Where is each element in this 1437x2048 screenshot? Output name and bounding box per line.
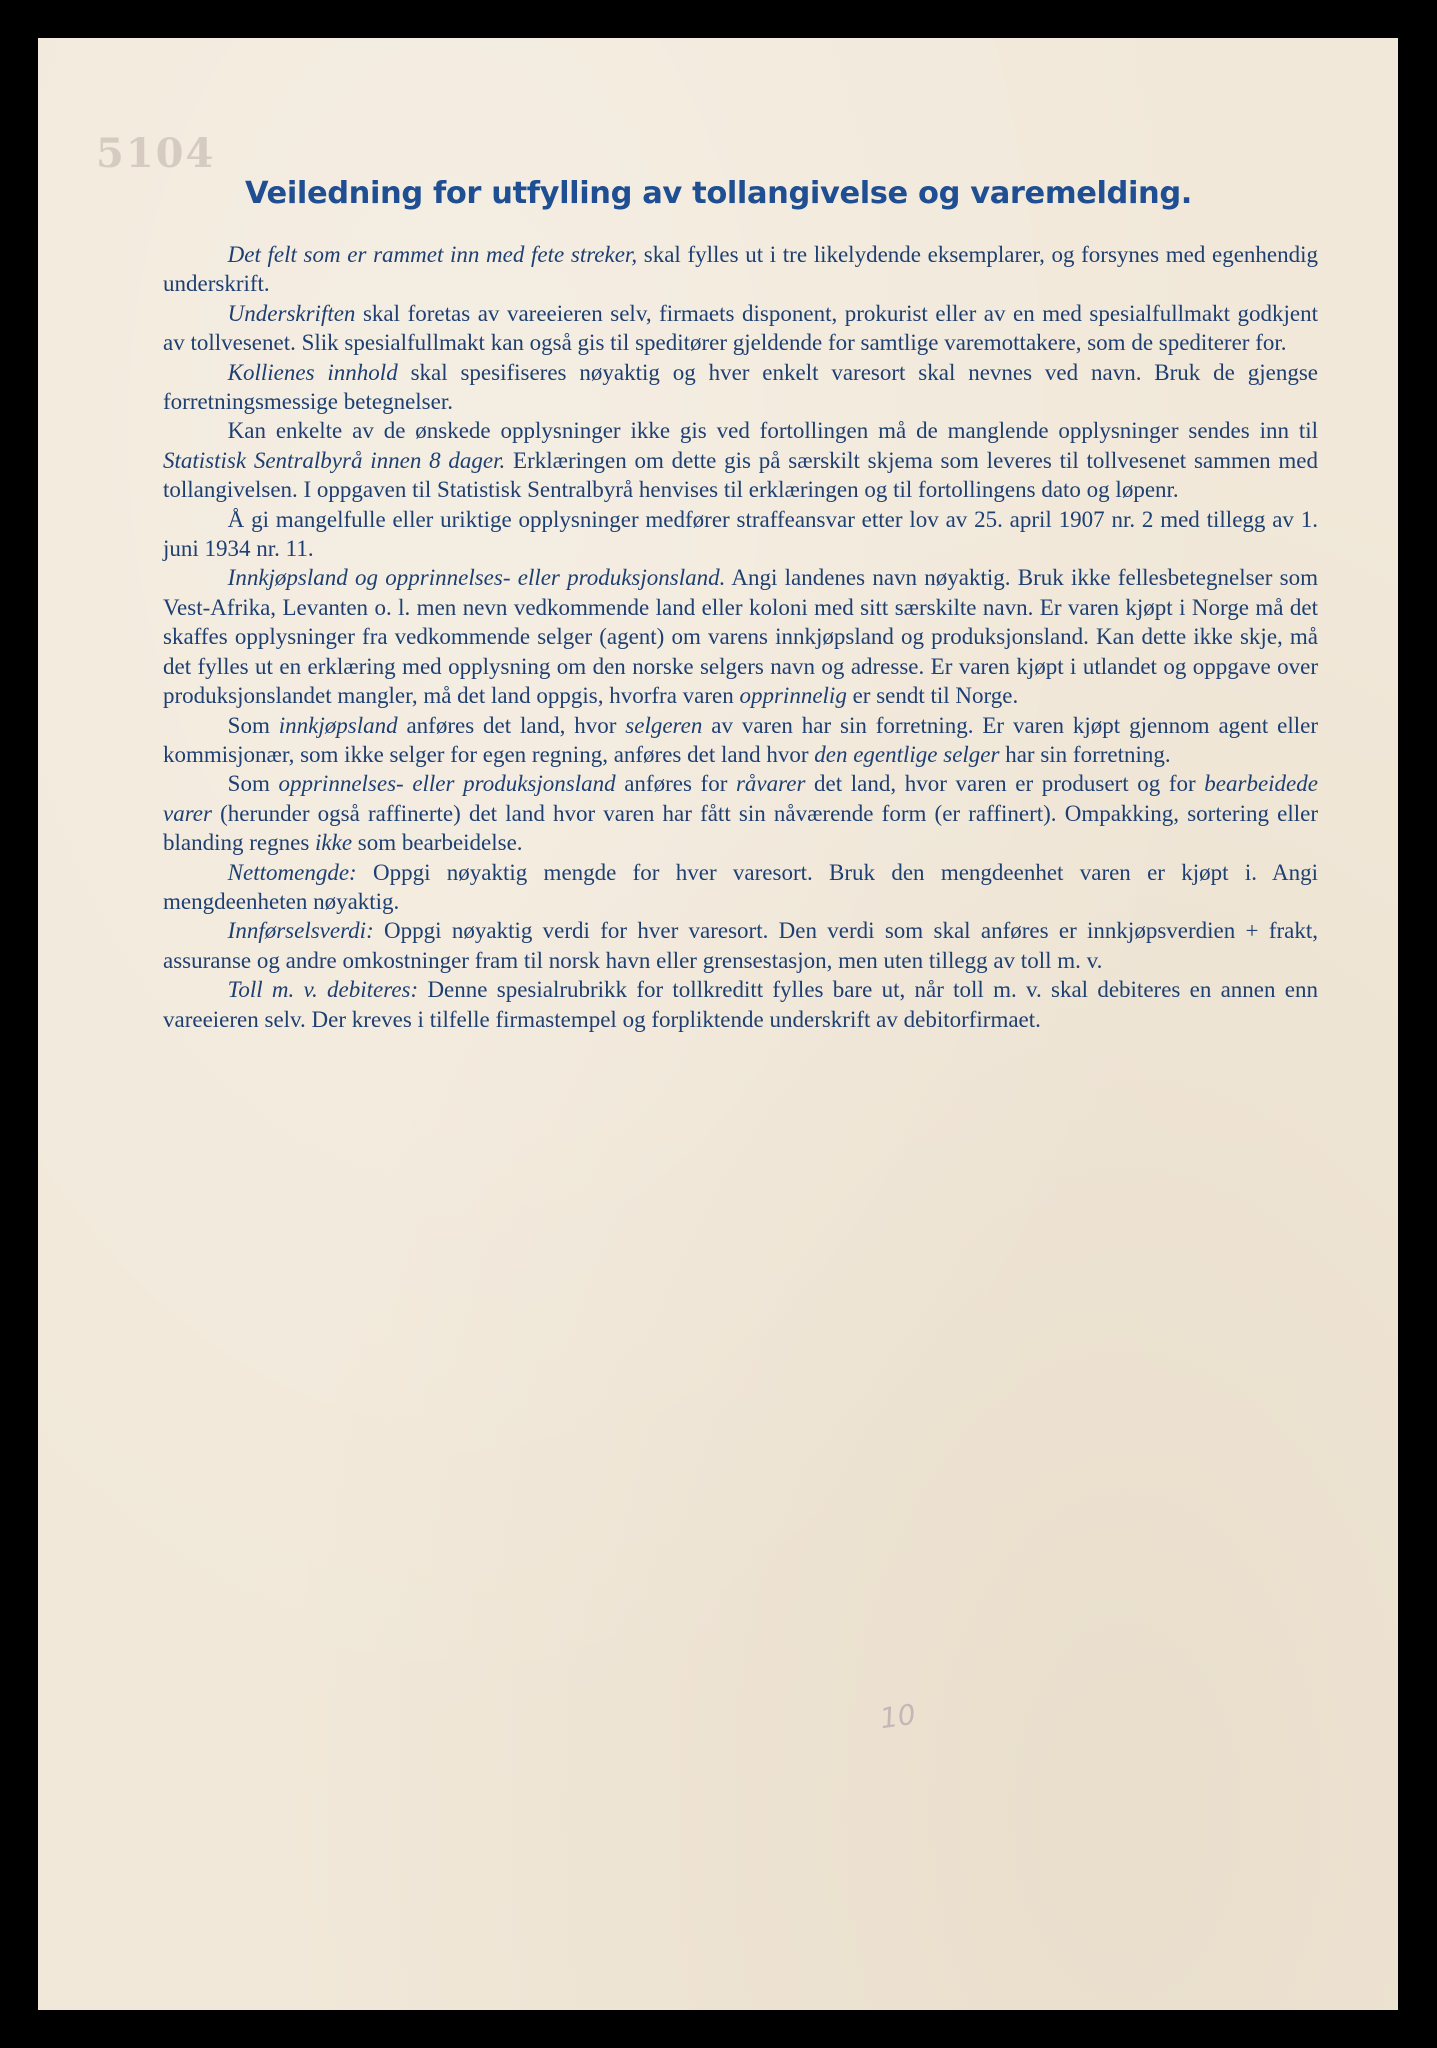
- paragraph-text: skal foretas av vareeieren selv, firmaets disponent, prokurist eller av en med spesialfullmakt godkjent av tollvesenet. Slik spesialfullmakt kan også gis til speditører gjeldende for samtlige varemottakere, som de spediterer for.: [163, 300, 1318, 356]
- paragraph-purchase-country: [163, 711, 1318, 770]
- paragraph-emphasis: bearbeidede varer: [163, 771, 1318, 826]
- paragraph-emphasis: selgeren: [625, 712, 703, 738]
- paragraph-text: skal spesifiseres nøyaktig og hver enkelt varesort skal nevnes ved navn. Bruk de gjengse forretningsmessige betegnelser.: [163, 359, 1318, 415]
- paragraph-text: Erklæringen om dette gis på særskilt skjema som leveres til tollvesenet sammen med tollangivelsen. I oppgaven til Statistisk Sentralbyrå henvises til erklæringen og til fortollingens dato og løpenr.: [163, 447, 1318, 503]
- paragraph-text: Som: [227, 771, 279, 797]
- paragraph-text: Oppgi nøyaktig mengde for hver varesort. Bruk den mengdeenhet varen er kjøpt i. Angi mengdeenheten nøyaktig.: [163, 859, 1318, 914]
- paragraph-text: har sin forretning.: [999, 741, 1171, 767]
- paragraph-import-value: [163, 916, 1318, 975]
- paragraph-origin-country: [163, 769, 1318, 857]
- paragraph-contents: [163, 358, 1318, 417]
- paragraph-emphasis: opprinnelig: [739, 683, 847, 709]
- paragraph-lead: Innførselsverdi:: [227, 918, 374, 944]
- paragraph-lead: Det felt som er rammet inn med fete streker,: [227, 242, 638, 267]
- instructions-body: [163, 240, 1318, 1034]
- paragraph-duty-debit: [163, 975, 1318, 1034]
- paragraph-text: er sendt til Norge.: [846, 683, 1019, 709]
- paragraph-text: det land, hvor varen er produsert og for: [805, 771, 1205, 797]
- paragraph-text: Angi landenes navn nøyaktig. Bruk ikke fellesbetegnelser som Vest-Afrika, Levanten o. l. men nevn vedkommende land eller koloni med sitt særskilte navn. Er varen kjøpt i Norge må det skaffes opplysninger fra vedkommende selger (agent) om varens innkjøpsland og produksjonsland. Kan dette ikke skje, må det fylles ut en erklæring med opplysning om den norske selgers navn og adresse. Er varen kjøpt i utlandet og oppgave over produksjonslandet mangler, må det land oppgis, hvorfra varen: [163, 565, 1318, 709]
- paragraph-emphasis: innkjøpsland: [278, 712, 398, 738]
- paragraph-emphasis: ikke: [315, 830, 353, 856]
- paragraph-missing-info: [163, 416, 1318, 504]
- paragraph-frame: [163, 240, 1318, 299]
- paragraph-text: skal fylles ut i tre likelydende eksemplarer, og forsynes med egenhendig underskrift.: [163, 242, 1318, 297]
- paragraph-text: (herunder også raffinerte) det land hvor varen har fått sin nåværende form (er raffinert). Ompakking, sortering eller blanding regnes: [163, 800, 1318, 856]
- paragraph-net-quantity: [163, 858, 1318, 917]
- paragraph-text: som bearbeidelse.: [352, 830, 523, 856]
- paragraph-emphasis: råvarer: [735, 771, 806, 797]
- paragraph-text: Oppgi nøyaktig verdi for hver varesort. Den verdi som skal anføres er innkjøpsverdien + frakt, assuranse og andre omkostninger fram til norsk havn eller grensestasjon, men uten tillegg av toll m. v.: [163, 918, 1318, 973]
- pencil-annotation: 10: [877, 1697, 918, 1736]
- paragraph-signature: [163, 299, 1318, 358]
- paragraph-text: Å gi mangelfulle eller uriktige opplysninger medfører straffeansvar etter lov av 25. april 1907 nr. 2 med tillegg av 1. juni 1934 nr. 11.: [163, 506, 1318, 562]
- paragraph-text: Denne spesialrubrikk for tollkreditt fylles bare ut, når toll m. v. skal debiteres en annen enn vareeieren selv. Der kreves i tilfelle firmastempel og forpliktende underskrift av debitorfirmaet.: [163, 977, 1318, 1032]
- paragraph-lead: Toll m. v. debiteres:: [227, 977, 419, 1003]
- paragraph-text: anføres det land, hvor: [397, 712, 626, 738]
- paragraph-text: av varen har sin forretning. Er varen kjøpt gjennom agent eller kommisjonær, som ikke selger for egen regning, anføres det land hvor: [163, 712, 1318, 767]
- paragraph-emphasis: Statistisk Sentralbyrå innen 8 dager.: [163, 447, 506, 473]
- page-title: Veiledning for utfylling av tollangivelse og varemelding.: [245, 176, 1192, 211]
- paragraph-country: [163, 563, 1318, 710]
- paragraph-lead: Innkjøpsland og opprinnelses- eller produksjonsland.: [227, 565, 726, 591]
- paragraph-text: Som: [227, 712, 279, 738]
- paragraph-text: Kan enkelte av de ønskede opplysninger ikke gis ved fortollingen må de manglende opplysninger sendes inn til: [227, 418, 1318, 444]
- paragraph-lead: Kollienes innhold: [227, 359, 398, 385]
- stamp-number: 5104: [96, 130, 216, 177]
- paragraph-lead: Nettomengde:: [227, 859, 357, 885]
- paragraph-emphasis: opprinnelses- eller produksjonsland: [278, 771, 616, 797]
- paragraph-penalty: [163, 505, 1318, 564]
- paragraph-lead: Underskriften: [227, 300, 356, 326]
- paragraph-emphasis: den egentlige selger: [814, 741, 1000, 767]
- paragraph-text: anføres for: [615, 771, 736, 797]
